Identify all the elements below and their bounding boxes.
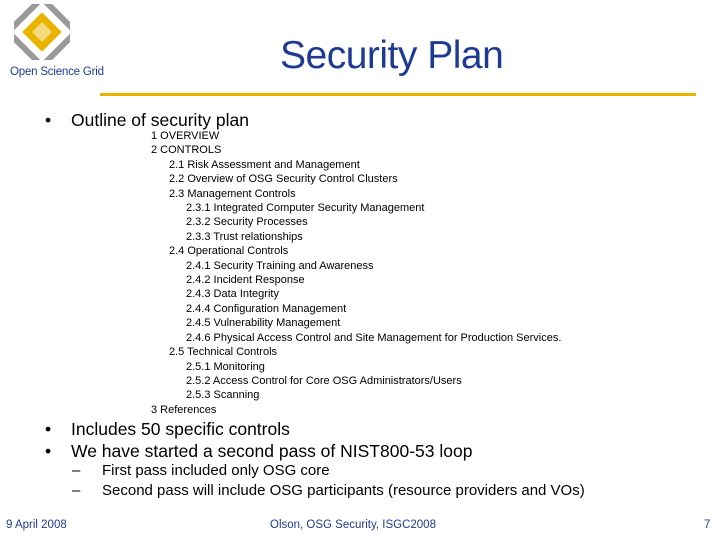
- outline-item: 2.3.3 Trust relationships: [186, 230, 303, 243]
- outline-item: 2.4.6 Physical Access Control and Site Management for Production Services.: [186, 331, 562, 344]
- outline-item: 2.5 Technical Controls: [169, 346, 278, 359]
- outline-item: 2.5.2 Access Control for Core OSG Administrators/Users: [186, 374, 462, 387]
- outline-item: 2.4 Operational Controls: [169, 245, 289, 258]
- outline-item: 2.5.1 Monitoring: [186, 360, 265, 373]
- footer-center: Olson, OSG Security, ISGC2008: [270, 519, 436, 531]
- outline-item: 2.3 Management Controls: [169, 187, 296, 200]
- bullet-text: Outline of security plan: [71, 110, 250, 130]
- subbullet-marker: –: [72, 462, 81, 479]
- subbullet-text: Second pass will include OSG participants (resource providers and VOs): [102, 482, 585, 499]
- bullet-marker: •: [45, 441, 52, 461]
- outline-item: 2.4.4 Configuration Management: [186, 302, 347, 315]
- outline-item: 2.3.1 Integrated Computer Security Management: [186, 202, 425, 215]
- outline-item: 3 References: [151, 403, 217, 416]
- osg-logo-text: Open Science Grid: [10, 66, 104, 78]
- footer-page-number: 7: [704, 519, 711, 531]
- outline-item: 2.2 Overview of OSG Security Control Clusters: [169, 173, 398, 186]
- bullet-marker: •: [45, 419, 52, 439]
- outline-item: 1 OVERVIEW: [151, 130, 220, 142]
- osg-logo: [8, 4, 108, 84]
- outline-item: 2.5.3 Scanning: [186, 389, 260, 402]
- outline-item: 2.4.3 Data Integrity: [186, 288, 279, 301]
- outline-item: 2.1 Risk Assessment and Management: [169, 158, 360, 171]
- subbullet-text: First pass included only OSG core: [102, 462, 330, 479]
- title-divider: [100, 93, 696, 96]
- bullet-text: We have started a second pass of NIST800-53 loop: [71, 441, 473, 461]
- bullet-marker: •: [45, 110, 52, 130]
- outline-item: 2 CONTROLS: [151, 144, 222, 157]
- subbullet-marker: –: [72, 482, 81, 499]
- slide-title: Security Plan: [280, 34, 504, 77]
- footer-date: 9 April 2008: [6, 519, 67, 531]
- outline-item: 2.4.1 Security Training and Awareness: [186, 259, 374, 272]
- outline-list: [151, 129, 561, 417]
- outline-item: 2.4.5 Vulnerability Management: [186, 317, 341, 330]
- outline-item: 2.3.2 Security Processes: [186, 216, 308, 229]
- bullet-text: Includes 50 specific controls: [71, 419, 290, 439]
- osg-logo-icon: [14, 4, 70, 60]
- outline-item: 2.4.2 Incident Response: [186, 274, 305, 287]
